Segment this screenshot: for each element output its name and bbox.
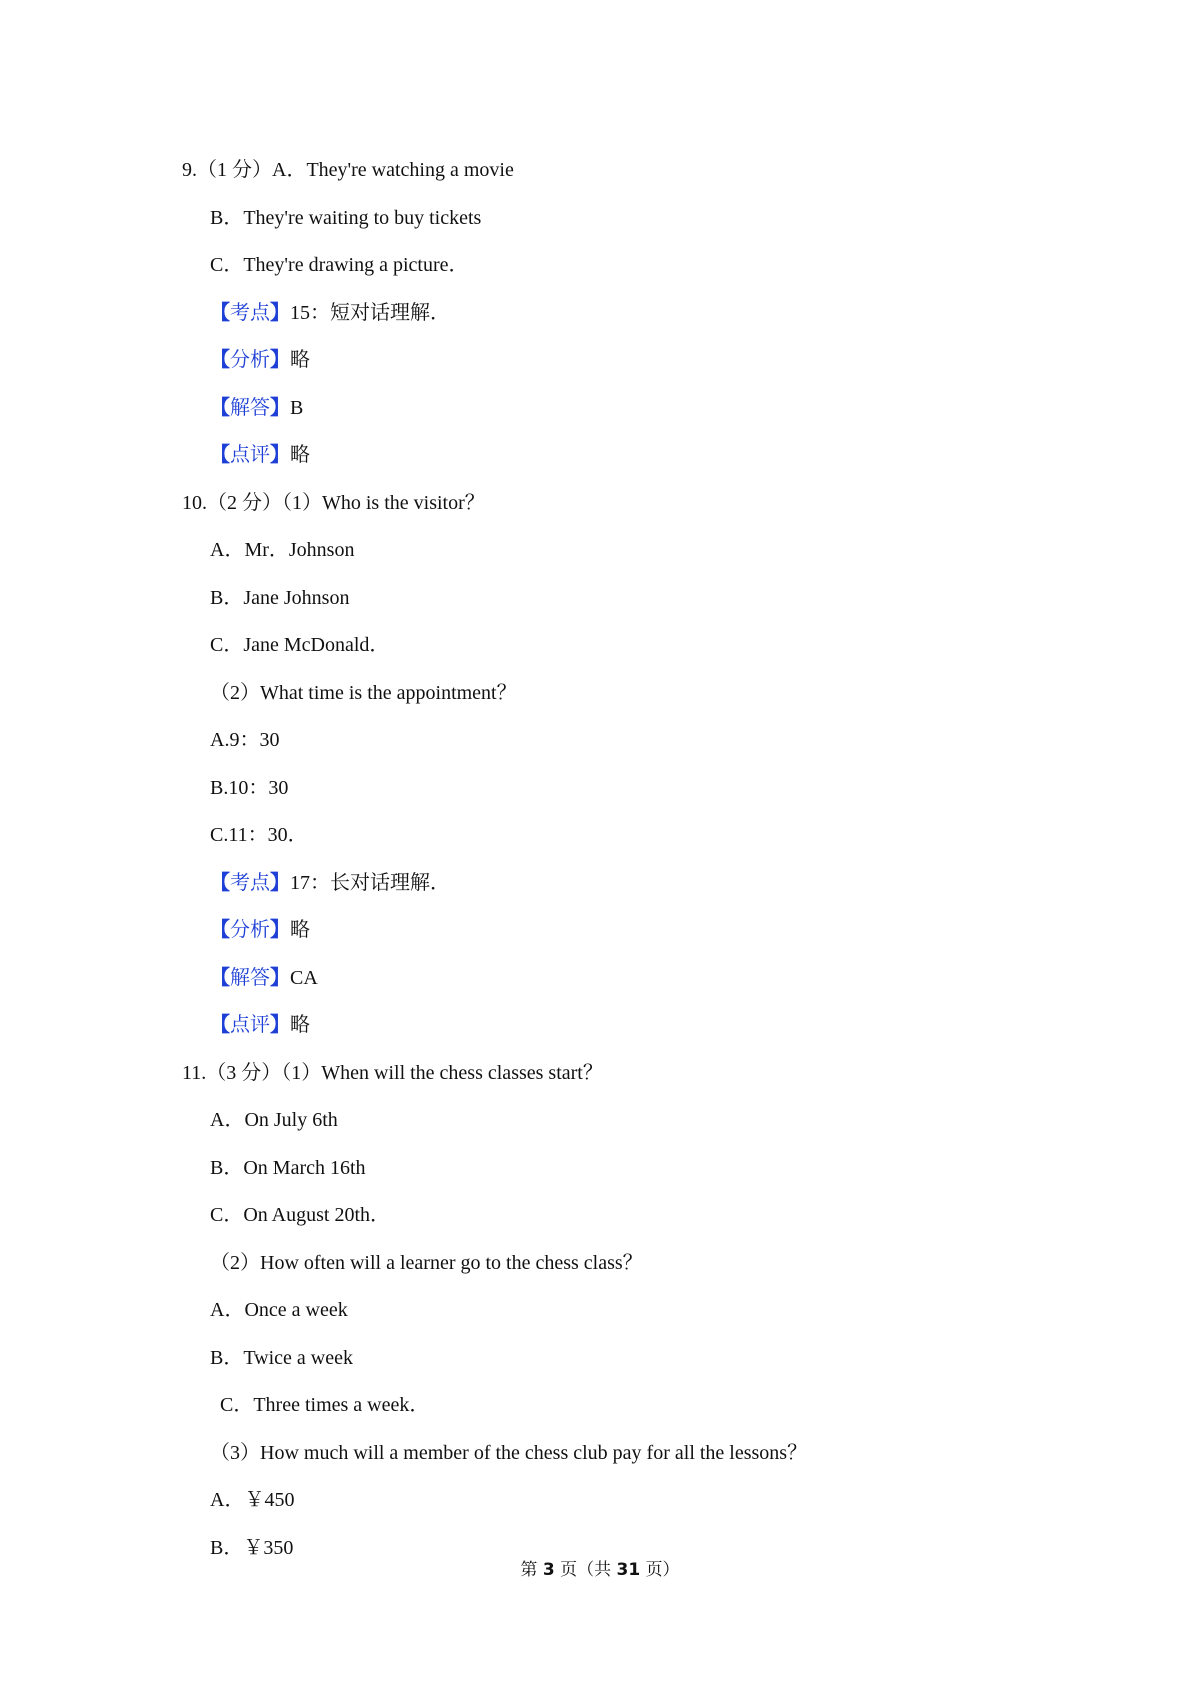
option-10-2-c: C.11：30． xyxy=(210,824,308,846)
option-10-2-b: B.10：30 xyxy=(210,777,289,799)
page-footer: 第 3 页（共 31 页） xyxy=(520,1560,680,1580)
option-11-2-b: B．Twice a week xyxy=(210,1347,353,1369)
question-11-stem: 11.（3 分）（1）When will the chess classes start？ xyxy=(182,1062,603,1084)
option-9-c: C．They're drawing a picture． xyxy=(210,254,469,276)
page-total: 31 xyxy=(616,1560,641,1580)
kaodian-tag: 【考点】 xyxy=(210,872,290,894)
jieda-9 xyxy=(210,396,303,420)
option-11-1-b: B．On March 16th xyxy=(210,1157,366,1179)
kaodian-text: 15：短对话理解． xyxy=(290,302,450,324)
option-11-3-b: B．￥350 xyxy=(210,1537,294,1559)
dianping-tag: 【点评】 xyxy=(210,1014,290,1036)
fenxi-tag: 【分析】 xyxy=(210,349,290,371)
dianping-text: 略 xyxy=(290,444,310,466)
kaodian-tag: 【考点】 xyxy=(210,302,290,324)
fenxi-text: 略 xyxy=(290,349,310,371)
kaodian-10 xyxy=(210,871,450,895)
fenxi-tag: 【分析】 xyxy=(210,919,290,941)
dianping-text: 略 xyxy=(290,1014,310,1036)
option-10-1-b: B．Jane Johnson xyxy=(210,587,350,609)
jieda-10 xyxy=(210,966,318,990)
jieda-text: B xyxy=(290,397,304,419)
question-10-sub2-stem: （2）What time is the appointment？ xyxy=(210,682,517,704)
option-11-2-a: A．Once a week xyxy=(210,1299,348,1321)
question-9-stem: 9.（1 分）A．They're watching a movie xyxy=(182,159,514,181)
dianping-tag: 【点评】 xyxy=(210,444,290,466)
option-11-2-c: C．Three times a week． xyxy=(220,1394,430,1416)
dianping-9 xyxy=(210,443,310,467)
question-11-sub2-stem: （2）How often will a learner go to the chess class？ xyxy=(210,1252,643,1274)
kaodian-text: 17：长对话理解． xyxy=(290,872,450,894)
jieda-tag: 【解答】 xyxy=(210,967,290,989)
option-11-1-a: A．On July 6th xyxy=(210,1109,338,1131)
kaodian-9 xyxy=(210,301,450,325)
question-11-sub3-stem: （3）How much will a member of the chess club pay for all the lessons？ xyxy=(210,1442,808,1464)
question-10-stem: 10.（2 分）（1）Who is the visitor？ xyxy=(182,492,485,514)
fenxi-10 xyxy=(210,918,310,942)
option-10-1-a: A．Mr．Johnson xyxy=(210,539,355,561)
option-10-1-c: C．Jane McDonald． xyxy=(210,634,390,656)
fenxi-9 xyxy=(210,348,310,372)
page-number: 3 xyxy=(542,1560,555,1580)
option-11-3-a: A．￥450 xyxy=(210,1489,295,1511)
jieda-tag: 【解答】 xyxy=(210,397,290,419)
option-10-2-a: A.9：30 xyxy=(210,729,280,751)
option-9-b: B．They're waiting to buy tickets xyxy=(210,207,482,229)
fenxi-text: 略 xyxy=(290,919,310,941)
dianping-10 xyxy=(210,1013,310,1037)
option-11-1-c: C．On August 20th． xyxy=(210,1204,391,1226)
jieda-text: CA xyxy=(290,967,318,989)
